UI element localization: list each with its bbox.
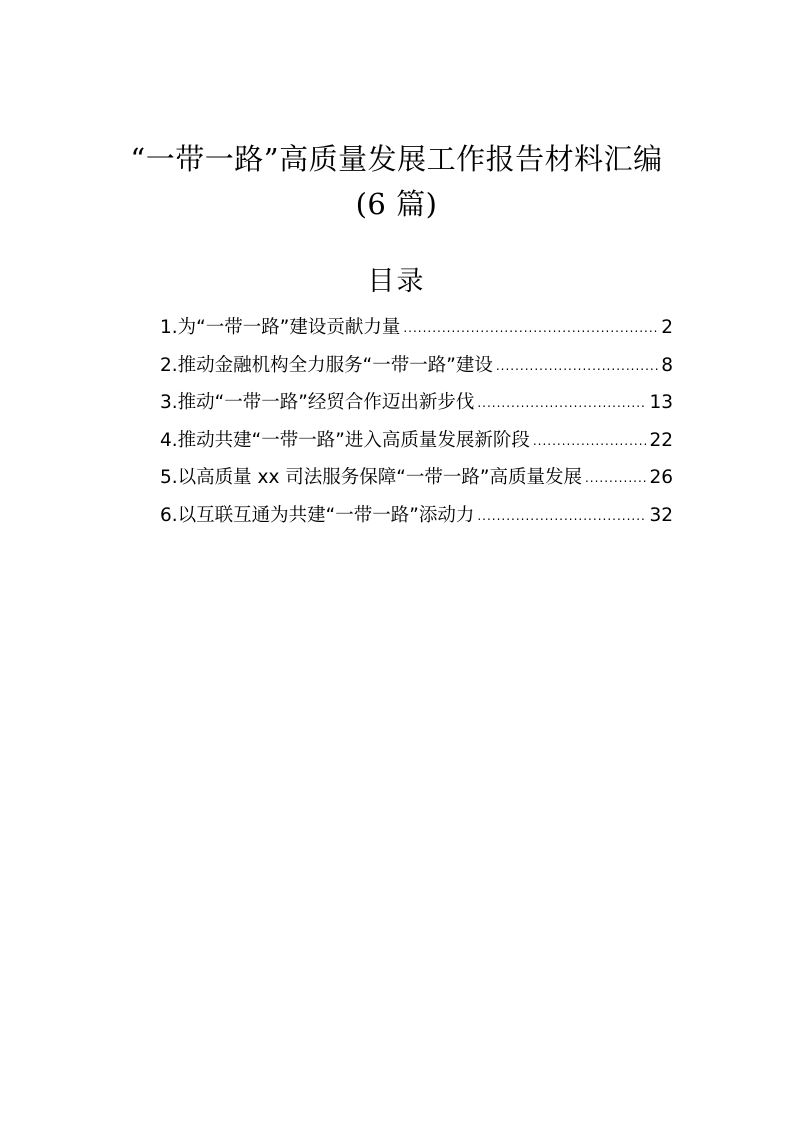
toc-entry-title: 1.为“一带一路”建设贡献力量 xyxy=(160,317,401,338)
toc-dot-leader xyxy=(496,351,658,381)
toc-entry-title: 5.以高质量 xx 司法服务保障“一带一路”高质量发展 xyxy=(160,467,582,488)
toc-heading: 目录 xyxy=(367,266,426,297)
toc-entry-6[interactable] xyxy=(160,501,673,539)
toc-entry-title: 4.推动共建“一带一路”进入高质量发展新阶段 xyxy=(160,429,530,451)
toc-entry-4[interactable] xyxy=(160,426,673,464)
toc-entry-title: 3.推动“一带一路”经贸合作迈出新步伐 xyxy=(160,392,475,413)
document-title: “一带一路”高质量发展工作报告材料汇编 xyxy=(130,142,663,176)
document-subtitle: (6 篇) xyxy=(355,187,438,221)
toc-entry-title: 6.以互联互通为共建“一带一路”添动力 xyxy=(160,504,475,526)
toc-page-number: 2 xyxy=(661,317,673,338)
toc-page-number: 22 xyxy=(649,429,673,451)
toc-dot-leader xyxy=(477,501,646,531)
toc-entry-title: 2.推动金融机构全力服务“一带一路”建设 xyxy=(160,354,493,376)
toc-entry-2[interactable] xyxy=(160,351,673,389)
toc-page-number: 32 xyxy=(649,504,673,526)
toc-entry-3[interactable] xyxy=(160,388,673,426)
toc-page-number: 8 xyxy=(661,354,673,376)
toc-dot-leader xyxy=(533,426,647,456)
toc-dot-leader xyxy=(477,388,646,418)
table-of-contents xyxy=(160,313,673,538)
toc-entry-1[interactable] xyxy=(160,313,673,351)
toc-page-number: 13 xyxy=(649,392,673,413)
toc-dot-leader xyxy=(585,463,646,493)
toc-entry-5[interactable] xyxy=(160,463,673,501)
toc-page-number: 26 xyxy=(649,467,673,488)
toc-dot-leader xyxy=(403,313,658,343)
